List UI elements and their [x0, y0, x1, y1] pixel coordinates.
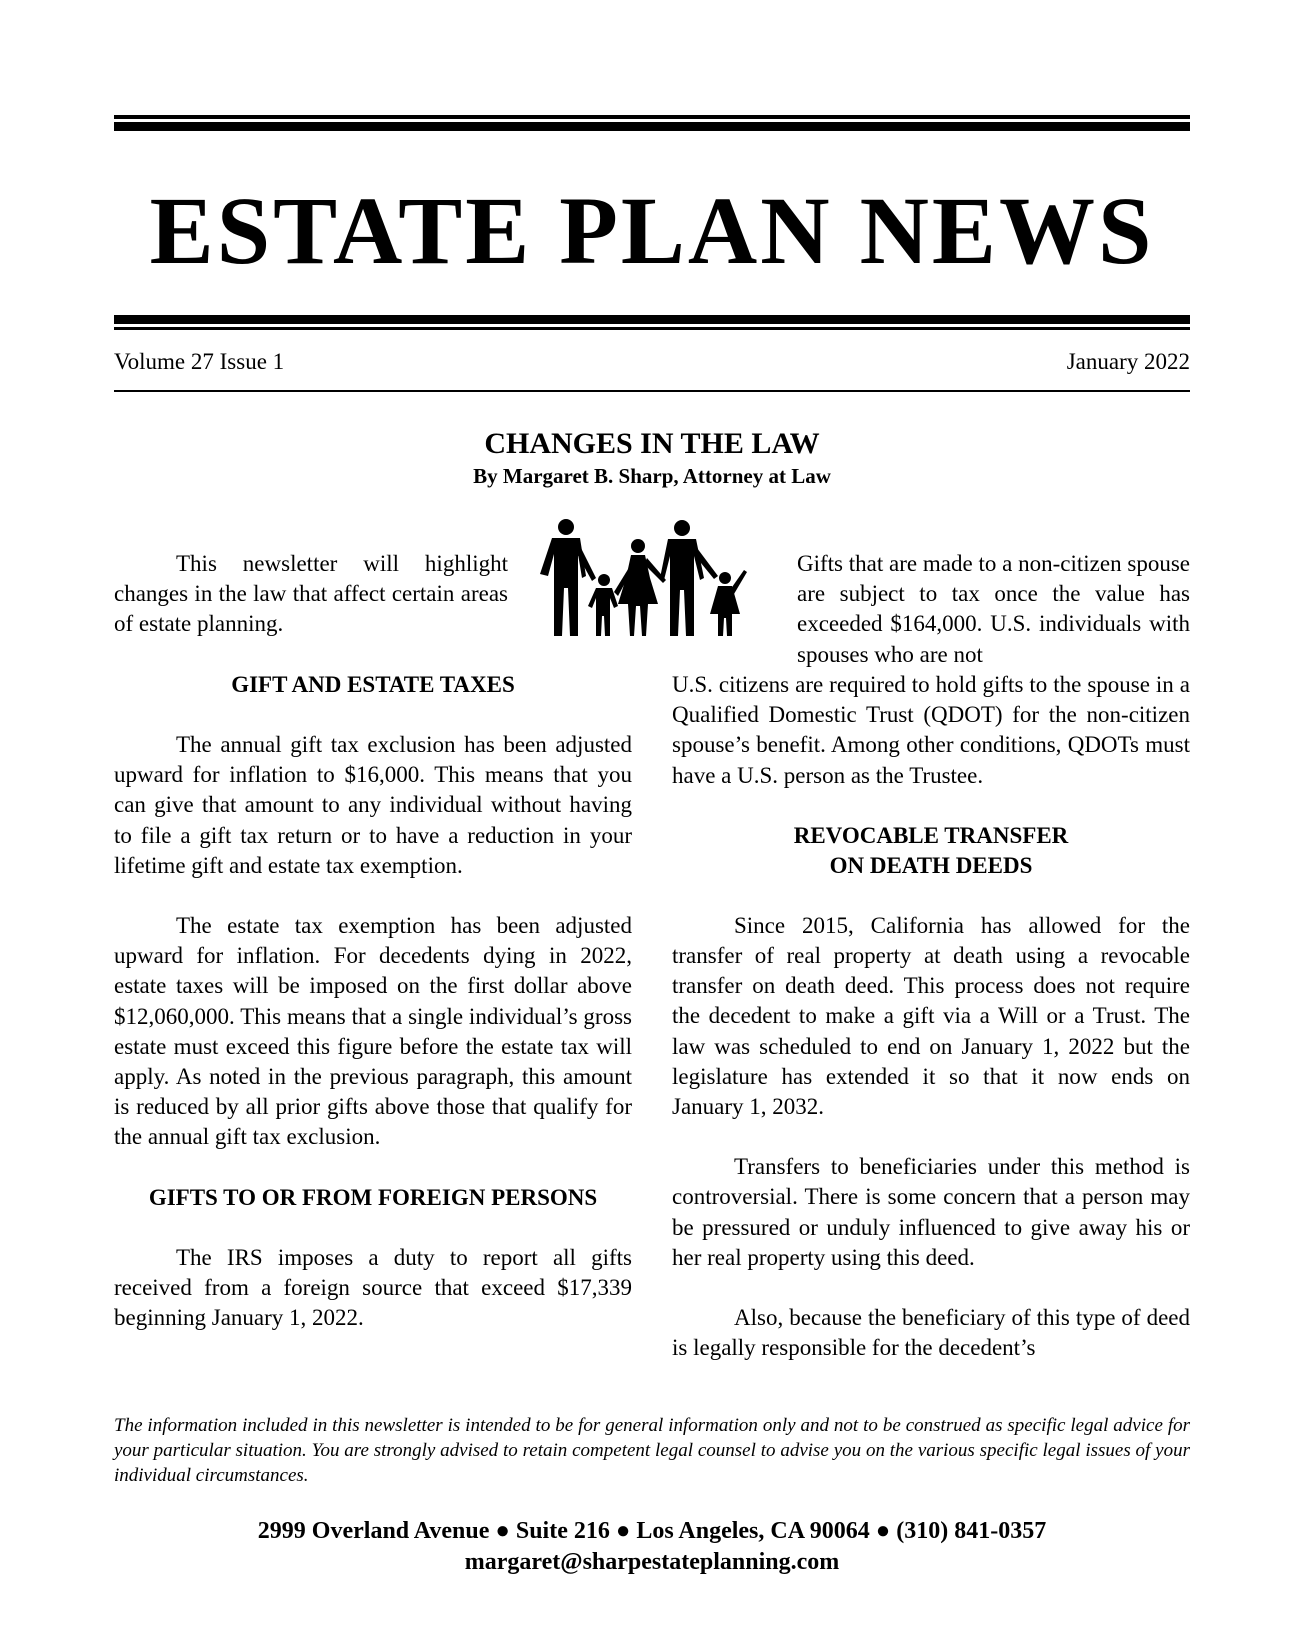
noncitizen-wrap-block: [797, 549, 1190, 670]
tod-heading-line2: ON DEATH DEEDS: [829, 852, 1033, 878]
masthead-bottom-rule-thin: [114, 327, 1190, 330]
noncitizen-paragraph-start: Gifts that are made to a non-citizen spouse are subject to tax once the value has exceeded $164,000. U.S. individuals with spouses who are not: [797, 551, 1190, 667]
noncitizen-paragraph-end: U.S. citizens are required to hold gifts to the spouse in a Qualified Domestic Trust (QDOT) for the non-citizen spouse’s benefit. Among other conditions, QDOTs must have a U.S. person as the Trustee.: [672, 672, 1190, 788]
gift-estate-heading: GIFT AND ESTATE TAXES: [231, 672, 515, 697]
tod-liability-paragraph: Also, because the beneficiary of this type of deed is legally responsible for the decedent’s: [672, 1305, 1190, 1361]
office-address: 2999 Overland Avenue ● Suite 216 ● Los Angeles, CA 90064 ● (310) 841-0357: [257, 1518, 1047, 1544]
foreign-persons-heading: GIFTS TO OR FROM FOREIGN PERSONS: [148, 1184, 598, 1210]
masthead-top-rule: [114, 122, 1190, 131]
left-column: [114, 670, 632, 1333]
tod-controversy-paragraph: Transfers to beneficiaries under this method is controversial. There is some concern that a person may be pressured or unduly influenced to give away his or her real property using this deed.: [672, 1154, 1190, 1270]
header-divider: [114, 390, 1190, 392]
masthead-title: ESTATE PLAN NEWS: [149, 177, 1155, 284]
issue-date: January 2022: [1066, 349, 1190, 374]
article-headline: CHANGES IN THE LAW: [484, 427, 820, 460]
contact-email: margaret@sharpestateplanning.com: [464, 1549, 840, 1575]
tod-history-paragraph: Since 2015, California has allowed for the transfer of real property at death using a revocable transfer on death deed. This process does not require the decedent to make a gift via a Will or a Trust. The law was scheduled to end on January 1, 2022 but the legislature has extended it so that it now ends on January 1, 2032.: [672, 912, 1190, 1120]
intro-paragraph: This newsletter will highlight changes in the law that affect certain areas of estate planning.: [114, 551, 508, 637]
intro-block: [114, 549, 508, 640]
masthead-bottom-rule: [114, 315, 1190, 324]
foreign-gifts-paragraph: The IRS imposes a duty to report all gifts received from a foreign source that exceed $17,339 beginning January 1, 2022.: [114, 1244, 632, 1331]
masthead-top-rule-thin: [114, 115, 1190, 119]
right-column: [672, 670, 1190, 1363]
article-byline: By Margaret B. Sharp, Attorney at Law: [473, 464, 831, 488]
family-silhouette-icon: [530, 518, 775, 636]
volume-issue: Volume 27 Issue 1: [114, 349, 285, 374]
tod-heading-line1: REVOCABLE TRANSFER: [793, 822, 1069, 848]
estate-exemption-paragraph: The estate tax exemption has been adjusted upward for inflation. For decedents dying in 2022, estate taxes will be imposed on the first dollar above $12,060,000. This means that a single individual’s gross estate must exceed this figure before the estate tax will apply. As noted in the previous paragraph, this amount is reduced by all prior gifts above those that qualify for the annual gift tax exclusion.: [114, 913, 632, 1150]
gift-exclusion-paragraph: The annual gift tax exclusion has been adjusted upward for inflation to $16,000. This means that you can give that amount to any individual without having to file a gift tax return or to have a reduction in your lifetime gift and estate tax exemption.: [114, 732, 632, 878]
legal-disclaimer: The information included in this newsletter is intended to be for general information only and not to be construed as specific legal advice for your particular situation. You are strongly advised to retain competent legal counsel to advise you on the various specific legal issues of your individual circumstances.: [114, 1415, 1190, 1486]
